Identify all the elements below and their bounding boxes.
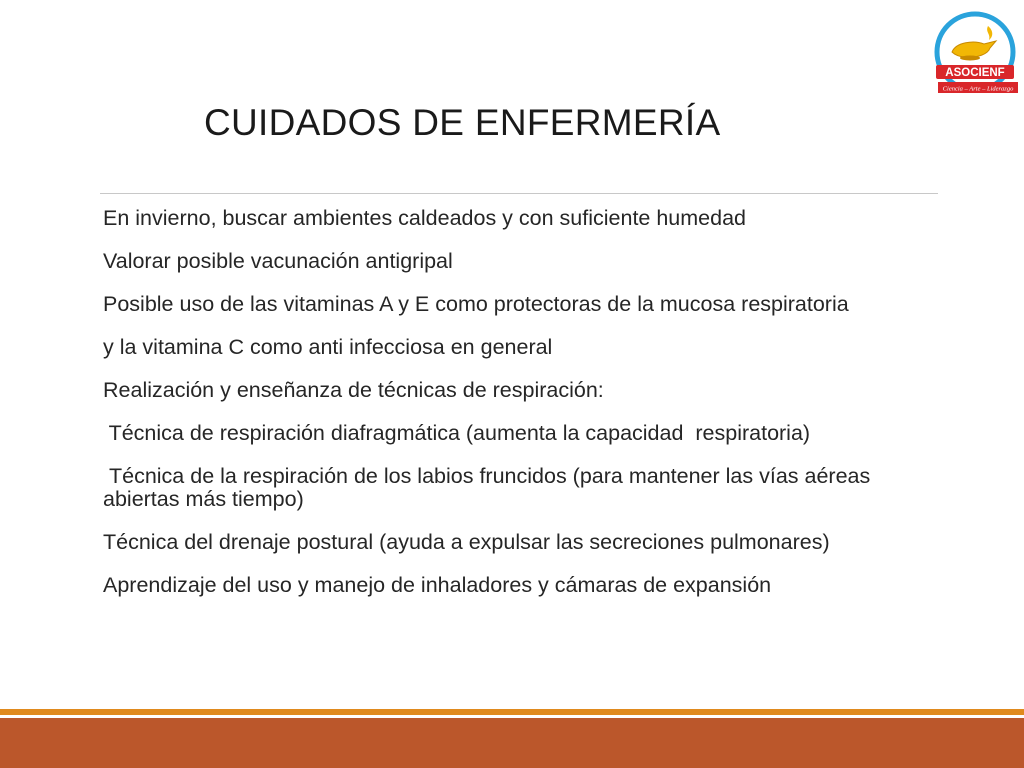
list-item: Posible uso de las vitaminas A y E como protectoras de la mucosa respiratoria (103, 292, 849, 316)
list-item: Técnica de respiración diafragmática (aumenta la capacidad respiratoria) (103, 421, 811, 445)
logo-name: ASOCIENF (945, 67, 1005, 79)
list-item: y la vitamina C como anti infecciosa en general (103, 335, 553, 359)
list-item: Aprendizaje del uso y manejo de inhaladores y cámaras de expansión (103, 573, 772, 597)
list-item: Técnica del drenaje postural (ayuda a expulsar las secreciones pulmonares) (103, 530, 830, 554)
list-item: Realización y enseñanza de técnicas de respiración: (103, 378, 604, 402)
asocienf-logo (930, 8, 1020, 100)
oil-lamp-icon (930, 8, 1020, 100)
list-item: En invierno, buscar ambientes caldeados y con suficiente humedad (103, 206, 746, 230)
footer-bar (0, 718, 1024, 768)
page-title: CUIDADOS DE ENFERMERÍA (204, 102, 721, 143)
list-item: Técnica de la respiración de los labios fruncidos (para mantener las vías aéreas abiertas más tiempo) (103, 464, 877, 511)
footer-accent-stripe (0, 709, 1024, 715)
title-divider (100, 193, 938, 194)
content-list (103, 207, 933, 617)
logo-motto: Ciencia – Arte – Liderazgo (942, 85, 1014, 93)
list-item: Valorar posible vacunación antigripal (103, 249, 453, 273)
